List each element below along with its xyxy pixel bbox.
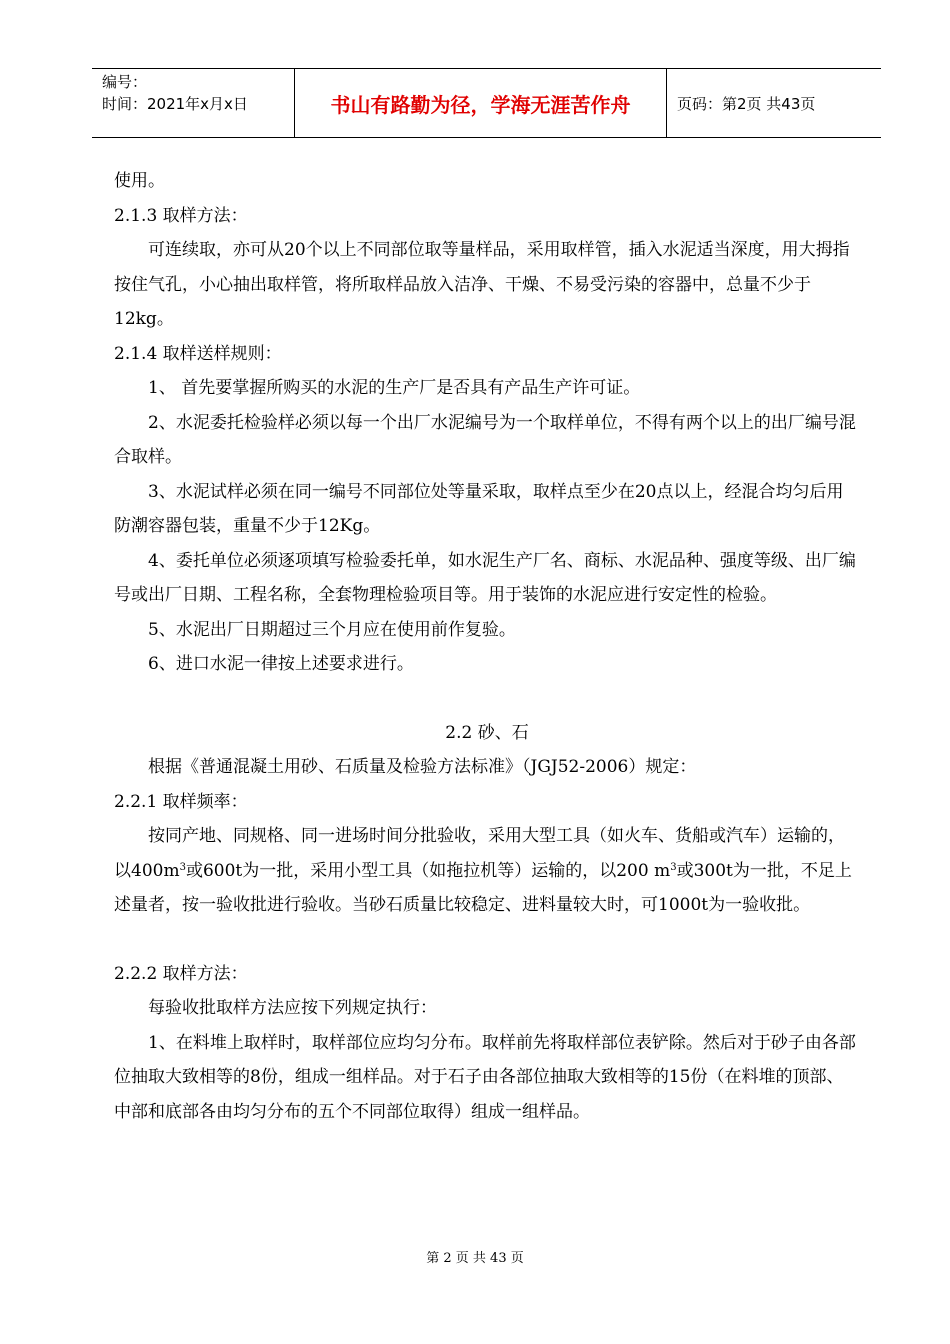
paragraph: 每验收批取样方法应按下列规定执行：: [148, 998, 437, 1018]
document-time-label: 时间：2021年x月x日: [102, 95, 248, 113]
text-run: 或600t为一批，采用小型工具（如拖拉机等）运输的，以200 m: [185, 860, 671, 881]
section-heading-2-2: 2.2 砂、石: [445, 722, 529, 743]
section-heading-2-1-4: 2.1.4 取样送样规则：: [114, 343, 282, 364]
rule-item: 3、水泥试样必须在同一编号不同部位处等量采取，取样点至少在20点以上，经混合均匀后用防潮容器包装，重量不少于12Kg。: [114, 481, 844, 536]
page-header: [92, 68, 881, 138]
rule-item: 4、委托单位必须逐项填写检验委托单，如水泥生产厂名、商标、水泥品种、强度等级、出厂编号或出厂日期、工程名称，全套物理检验项目等。用于装饰的水泥应进行安定性的检验。: [114, 550, 856, 605]
paragraph: 可连续取，亦可从20个以上不同部位取等量样品，采用取样管，插入水泥适当深度，用大拇指按住气孔，小心抽出取样管，将所取样品放入洁净、干燥、不易受污染的容器中，总量不少于12kg。: [114, 240, 850, 329]
spacer: [114, 923, 860, 957]
page-footer: 第 2 页 共 43 页: [426, 1251, 524, 1266]
header-meta: [92, 69, 294, 137]
section-heading-2-1-3: 2.1.3 取样方法：: [114, 205, 248, 226]
superscript: 3: [670, 861, 677, 873]
paragraph-sampling-frequency: [114, 819, 860, 923]
section-heading-2-2-1: 2.2.1 取样频率：: [114, 791, 248, 812]
section-heading-2-2-2: 2.2.2 取样方法：: [114, 963, 248, 984]
superscript: 3: [179, 861, 186, 873]
text-run: 按同产地、同规格、同一进场时间分批验收，采用大型工具（如火车、货船或汽车）运输的，以400m: [114, 826, 845, 881]
rule-item: 1、 首先要掌握所购买的水泥的生产厂是否具有产品生产许可证。: [148, 378, 641, 398]
spacer: [114, 682, 860, 716]
text-run: 或300t为一批，不足上述量者，按一验收批进行验收。当砂石质量比较稳定、进料量较大时，可1000t为一验收批。: [114, 860, 852, 915]
paragraph: 根据《普通混凝土用砂、石质量及检验方法标准》（JGJ52-2006）规定：: [148, 757, 697, 777]
header-motto: 书山有路勤为径，学海无涯苦作舟: [294, 69, 667, 137]
document-body: [114, 164, 860, 1129]
rule-item: 1、在料堆上取样时，取样部位应均匀分布。取样前先将取样部位表铲除。然后对于砂子由各部位抽取大致相等的8份，组成一组样品。对于石子由各部位抽取大致相等的15份（在料堆的顶部、中部和底部各由均匀分布的五个不同部位取得）组成一组样品。: [114, 1032, 856, 1122]
rule-item: 5、水泥出厂日期超过三个月应在使用前作复验。: [148, 619, 516, 640]
rule-item: 2、水泥委托检验样必须以每一个出厂水泥编号为一个取样单位，不得有两个以上的出厂编号混合取样。: [114, 412, 856, 467]
document-number-label: 编号：: [102, 73, 148, 91]
paragraph: 使用。: [114, 171, 165, 191]
header-page-info: 页码：第2页 共43页: [677, 94, 816, 113]
rule-item: 6、进口水泥一律按上述要求进行。: [148, 654, 414, 674]
